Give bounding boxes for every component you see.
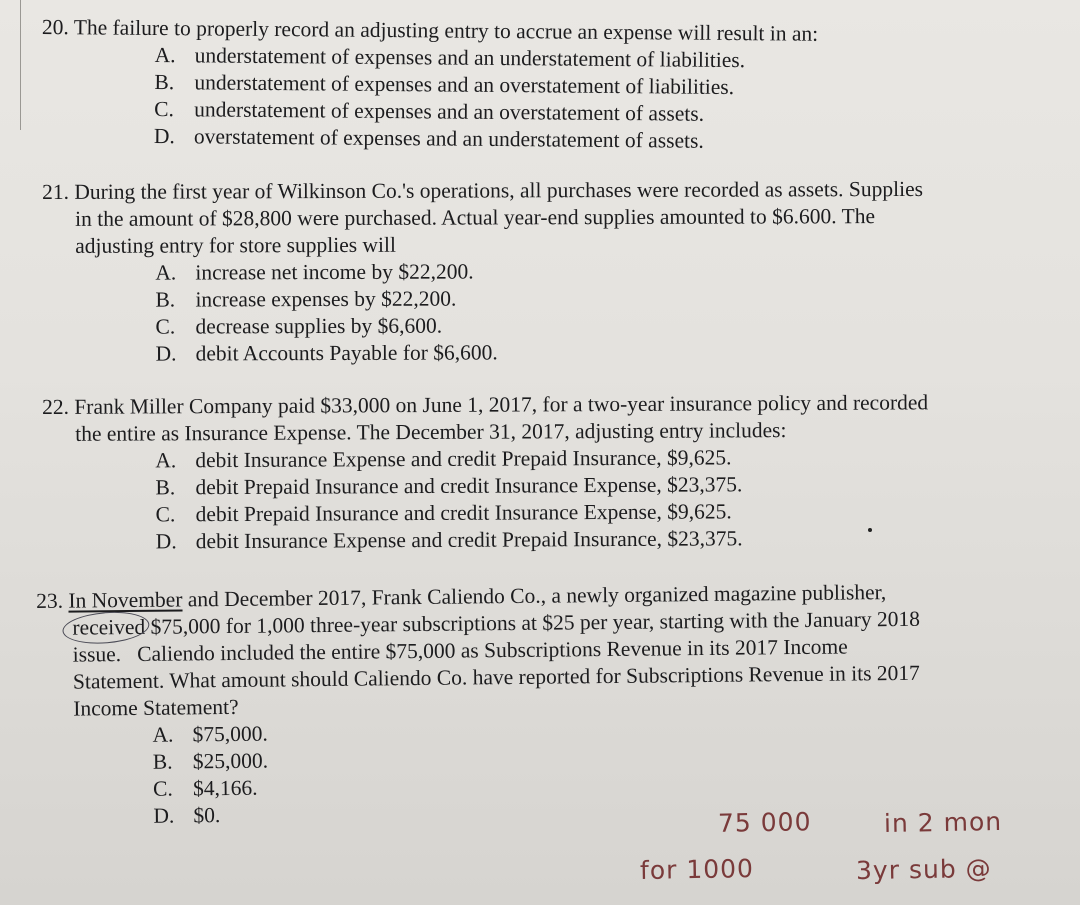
option-letter: C. <box>155 314 176 339</box>
question-23 <box>36 579 922 831</box>
option-c <box>156 497 929 528</box>
handwritten-note: in 2 mon <box>883 806 1003 839</box>
option-letter: A. <box>154 42 176 68</box>
option-letter: D. <box>153 803 175 828</box>
stem-line: the entire as Insurance Expense. The December 31, 2017, adjusting entry includes: <box>75 418 787 446</box>
option-text: understatement of expenses and an overstatement of liabilities. <box>194 70 735 100</box>
option-d <box>156 338 924 368</box>
option-text: increase expenses by $22,200. <box>195 286 457 312</box>
option-text: debit Insurance Expense and credit Prepaid Insurance, $9,625. <box>195 445 732 473</box>
option-d <box>156 524 929 555</box>
option-letter: C. <box>154 96 174 122</box>
option-letter: D. <box>155 529 177 554</box>
option-letter: B. <box>155 287 176 312</box>
option-text: $4,166. <box>192 775 258 801</box>
question-stem <box>42 176 923 206</box>
option-letter: A. <box>155 448 177 473</box>
option-d <box>154 123 818 156</box>
stem-line: and December 2017, Frank Caliendo Co., a newly organized magazine publisher, <box>182 580 887 612</box>
option-c <box>155 311 923 341</box>
question-22 <box>42 389 929 556</box>
option-a <box>155 257 923 287</box>
option-text: understatement of expenses and an understatement of liabilities. <box>194 43 746 73</box>
options-list <box>154 42 818 156</box>
option-text: $0. <box>193 803 221 828</box>
handwritten-note: for 1000 <box>639 854 755 885</box>
option-text: debit Insurance Expense and credit Prepaid Insurance, $23,375. <box>195 526 743 554</box>
stem-line: adjusting entry for store supplies will <box>75 232 396 258</box>
option-text: increase net income by $22,200. <box>195 259 474 285</box>
stem-line: in the amount of $28,800 were purchased. Actual year-end supplies amounted to $6.600. The <box>75 204 876 231</box>
underlined-phrase: In November <box>68 587 183 613</box>
option-letter: A. <box>152 722 174 747</box>
option-letter: B. <box>152 749 173 774</box>
options-list <box>155 257 923 368</box>
option-letter: B. <box>154 69 175 95</box>
option-text: decrease supplies by $6,600. <box>195 313 443 339</box>
option-text: $75,000. <box>192 721 268 747</box>
question-number: 23. <box>36 588 64 613</box>
option-letter: C. <box>155 502 176 527</box>
option-text: debit Prepaid Insurance and credit Insurance Expense, $9,625. <box>195 499 732 527</box>
pen-mark <box>868 528 872 532</box>
stem-continuation <box>75 230 923 260</box>
option-a <box>155 443 928 474</box>
option-letter: A. <box>155 260 177 285</box>
question-stem <box>42 389 928 421</box>
option-text: debit Prepaid Insurance and credit Insurance Expense, $23,375. <box>195 472 743 500</box>
option-text: overstatement of expenses and an understatement of assets. <box>193 124 704 153</box>
page-edge-line <box>20 0 21 130</box>
option-letter: D. <box>155 341 177 366</box>
question-number: 20. <box>41 14 69 40</box>
question-21 <box>42 176 924 368</box>
stem-line: Statement. What amount should Caliendo Co. have reported for Subscriptions Revenue in its 2017 <box>72 660 920 694</box>
stem-line: Frank Miller Company paid $33,000 on June 1, 2017, for a two-year insurance policy and recorded <box>74 390 929 419</box>
option-letter: C. <box>152 776 173 801</box>
option-text: understatement of expenses and an overstatement of assets. <box>194 97 705 126</box>
question-20 <box>41 14 818 156</box>
question-number: 22. <box>42 394 70 419</box>
options-list <box>155 443 929 555</box>
stem-line: issue. Caliendo included the entire $75,000 as Subscriptions Revenue in its 2017 Income <box>72 634 848 667</box>
stem-line: Income Statement? <box>73 694 239 721</box>
option-letter: B. <box>155 475 176 500</box>
stem-line: The failure to properly record an adjusting entry to accrue an expense will result in an: <box>73 15 819 46</box>
stem-continuation <box>75 203 923 233</box>
stem-line: During the first year of Wilkinson Co.'s operations, all purchases were recorded as assets. Supplies <box>74 176 924 204</box>
option-letter: D. <box>153 123 175 149</box>
handwritten-note: 75 000 <box>717 807 812 838</box>
option-b <box>155 284 923 314</box>
option-b <box>155 470 928 501</box>
stem-line: $75,000 for 1,000 three-year subscriptions at $25 per year, starting with the January 2018 <box>145 606 921 639</box>
option-text: debit Accounts Payable for $6,600. <box>195 340 498 366</box>
circled-word: received <box>72 614 146 640</box>
option-text: $25,000. <box>192 748 269 774</box>
question-number: 21. <box>42 179 69 204</box>
handwritten-note: 3yr sub @ <box>855 853 992 886</box>
